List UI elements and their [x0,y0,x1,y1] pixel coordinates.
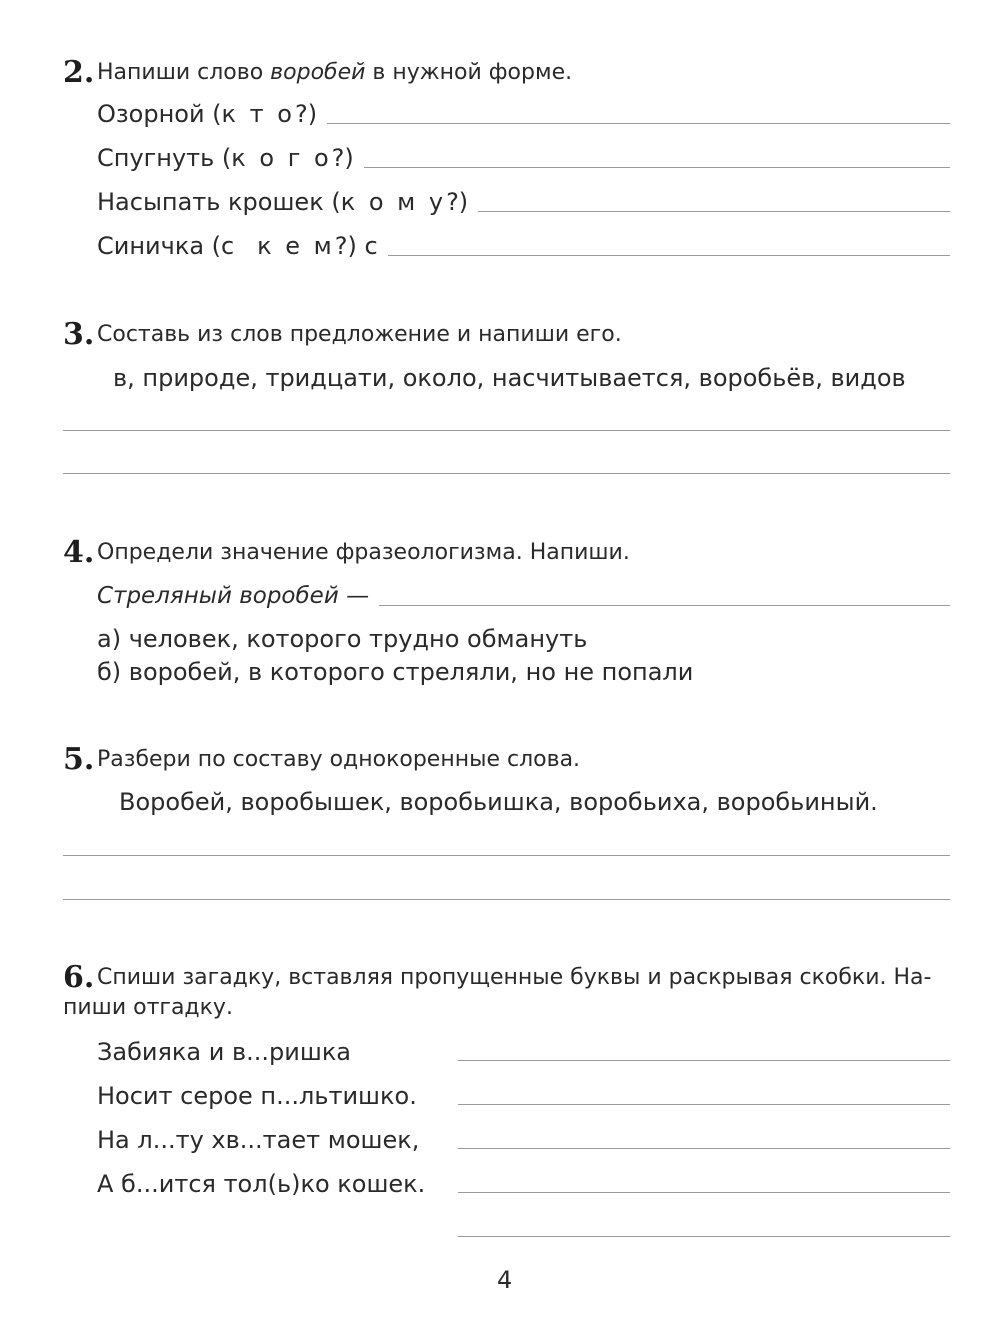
row-prefix: Озорной ( [97,100,222,128]
answer-line[interactable] [458,1236,950,1237]
answer-line[interactable] [379,605,950,606]
row-prefix: Спугнуть ( [97,144,232,172]
riddle-line-2: Носит серое п...льтишко. [97,1082,417,1110]
answer-line[interactable] [63,430,950,431]
riddle-line-3: На л...ту хв...тает мошек, [97,1126,420,1154]
answer-line[interactable] [63,473,950,474]
row-suffix: ?) [446,188,469,216]
task-6-title-line-2: пиши отгадку. [63,995,233,1020]
page-number: 4 [497,1266,513,1294]
riddle-line-1: Забияка и в...ришка [97,1038,352,1066]
task-2-row-label [97,142,354,174]
row-question: к о г о [231,144,332,172]
answer-line[interactable] [478,211,950,212]
task-2-title-start: Напиши слово [97,60,271,85]
row-prefix: Насыпать крошек ( [97,188,341,216]
answer-line[interactable] [458,1104,950,1105]
task-4-phrase: Стреляный воробей — [97,583,370,609]
task-2-row-1 [97,98,950,130]
answer-line[interactable] [458,1148,950,1149]
answer-line[interactable] [63,899,950,900]
task-2-title-end: в нужной форме. [365,60,573,85]
task-2-row-label [97,230,378,262]
task-2-row-label [97,186,468,218]
task-4-phrase-row [97,580,950,612]
answer-line[interactable] [63,855,950,856]
row-suffix: ?) [331,144,354,172]
task-5-title: Разбери по составу однокоренные слова. [97,747,581,772]
task-4-title: Определи значение фразеологизма. Напиши. [97,540,630,565]
row-question: к о м у [340,188,447,216]
task-4-number: 4. [63,535,95,570]
task-4-option-b: б) воробей, в которого стреляли, но не попали [97,658,694,686]
task-2-row-2 [97,142,950,174]
task-6-title-line-1: Спиши загадку, вставляя пропущенные буквы и раскрывая скобки. На- [97,965,932,990]
row-question: к е м [257,232,335,260]
task-5-words: Воробей, воробышек, воробьишка, воробьиха, воробьиный. [119,788,878,816]
answer-line[interactable] [458,1192,950,1193]
task-3-words: в, природе, тридцати, около, насчитывается, воробьёв, видов [113,364,906,392]
answer-line[interactable] [364,167,950,168]
row-question: к т о [221,100,295,128]
row-suffix: ?) с [334,232,378,260]
task-2-number: 2. [63,55,95,90]
answer-line[interactable] [458,1060,950,1061]
task-2-title-keyword: воробей [270,60,366,85]
row-prefix: Синичка (с [97,232,258,260]
task-2-row-3 [97,186,950,218]
answer-line[interactable] [388,255,950,256]
task-2-row-4 [97,230,950,262]
row-suffix: ?) [294,100,318,128]
task-3-title: Составь из слов предложение и напиши его. [97,322,622,347]
task-5-number: 5. [63,742,95,777]
task-3-number: 3. [63,317,95,352]
answer-line[interactable] [327,123,950,124]
task-6-number: 6. [63,960,95,995]
task-4-option-a: а) человек, которого трудно обмануть [97,625,588,653]
task-2-title [97,58,572,88]
riddle-line-4: А б...ится тол(ь)ко кошек. [97,1170,426,1198]
task-2-row-label [97,98,317,130]
